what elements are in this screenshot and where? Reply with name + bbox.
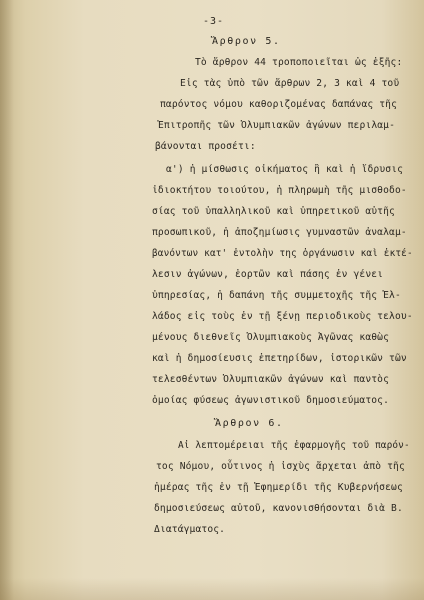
- article-5-line: βάνονται προσέτι:: [155, 141, 256, 152]
- article-6-line: τος Νόμου, οὗτινος ἡ ἰσχὺς ἄρχεται ἀπὸ τῆς: [156, 461, 405, 472]
- article-6-line: Διατάγματος.: [154, 524, 226, 535]
- article-6-line: δημοσιεύσεως αὐτοῦ, κανονισθήσονται διὰ Β.: [154, 503, 403, 514]
- article-5-line: Εἰς τὰς ὑπὸ τῶν ἄρθρων 2, 3 καὶ 4 τοῦ: [180, 78, 400, 89]
- article-5-heading: Ἄρθρον 5.: [212, 36, 281, 47]
- article-5-line: λεσιν ἀγώνων, ἑορτῶν καὶ πάσης ἐν γένει: [152, 269, 384, 280]
- page-number: -3-: [203, 16, 225, 27]
- article-6-heading: Ἄρθρον 6.: [215, 418, 284, 429]
- article-5-line: λάδος εἰς τοὺς ἐν τῇ ξένῃ περιοδικοὺς τελου-: [152, 311, 413, 322]
- article-5-line: καὶ ἡ δημοσίευσις ἐπετηρίδων, ἱστορικῶν τῶν: [152, 353, 407, 364]
- article-6-line: ἡμέρας τῆς ἐν τῇ Ἐφημερίδι τῆς Κυβερνήσεως: [154, 482, 403, 493]
- article-5-line: Ἐπιτροπῆς τῶν Ὀλυμπιακῶν ἀγώνων περιλαμ-: [158, 120, 396, 131]
- article-5-line: παρόντος νόμου καθοριζομένας δαπάνας τῆς: [160, 99, 398, 110]
- article-5-line: βανόντων κατ' ἐντολὴν της ὀργάνωσιν καὶ ἐκτέ-: [152, 248, 413, 259]
- article-5-line: τελεσθέντων Ὀλυμπιακῶν ἀγώνων καὶ παντὸς: [152, 374, 390, 385]
- article-5-line: προσωπικοῦ, ἡ ἀποζημίωσις γυμναστῶν ἀναλαμ-: [152, 227, 407, 238]
- article-5-line: μένους διεθνεῖς Ὀλυμπιακοὺς Ἀγῶνας καθὼς: [152, 332, 390, 343]
- article-5-line: ἰδιοκτήτου τοιούτου, ἡ πληρωμὴ τῆς μισθοδο-: [152, 185, 407, 196]
- article-5-line: ὁμοίας φύσεως ἀγωνιστικοῦ δημοσιεύματος.: [152, 395, 390, 406]
- article-5-line: σίας τοῦ ὑπαλληλικοῦ καὶ ὑπηρετικοῦ αὐτῆς: [152, 206, 395, 217]
- article-5-line: ὑπηρεσίας, ἡ δαπάνη τῆς συμμετοχῆς τῆς Ἑλ-: [152, 290, 401, 301]
- scan-edge-shadow: [0, 0, 14, 600]
- article-5-line: Τὸ ἄρθρον 44 τροποποιεῖται ὡς ἑξῆς:: [195, 57, 403, 68]
- article-6-line: Αἱ λεπτομέρειαι τῆς ἐφαρμογῆς τοῦ παρόν-: [178, 440, 410, 451]
- scan-bottom-shade: [0, 578, 424, 600]
- article-5-line: α') ἡ μίσθωσις οἰκήματος ἢ καὶ ἡ ἵδρυσις: [166, 164, 404, 175]
